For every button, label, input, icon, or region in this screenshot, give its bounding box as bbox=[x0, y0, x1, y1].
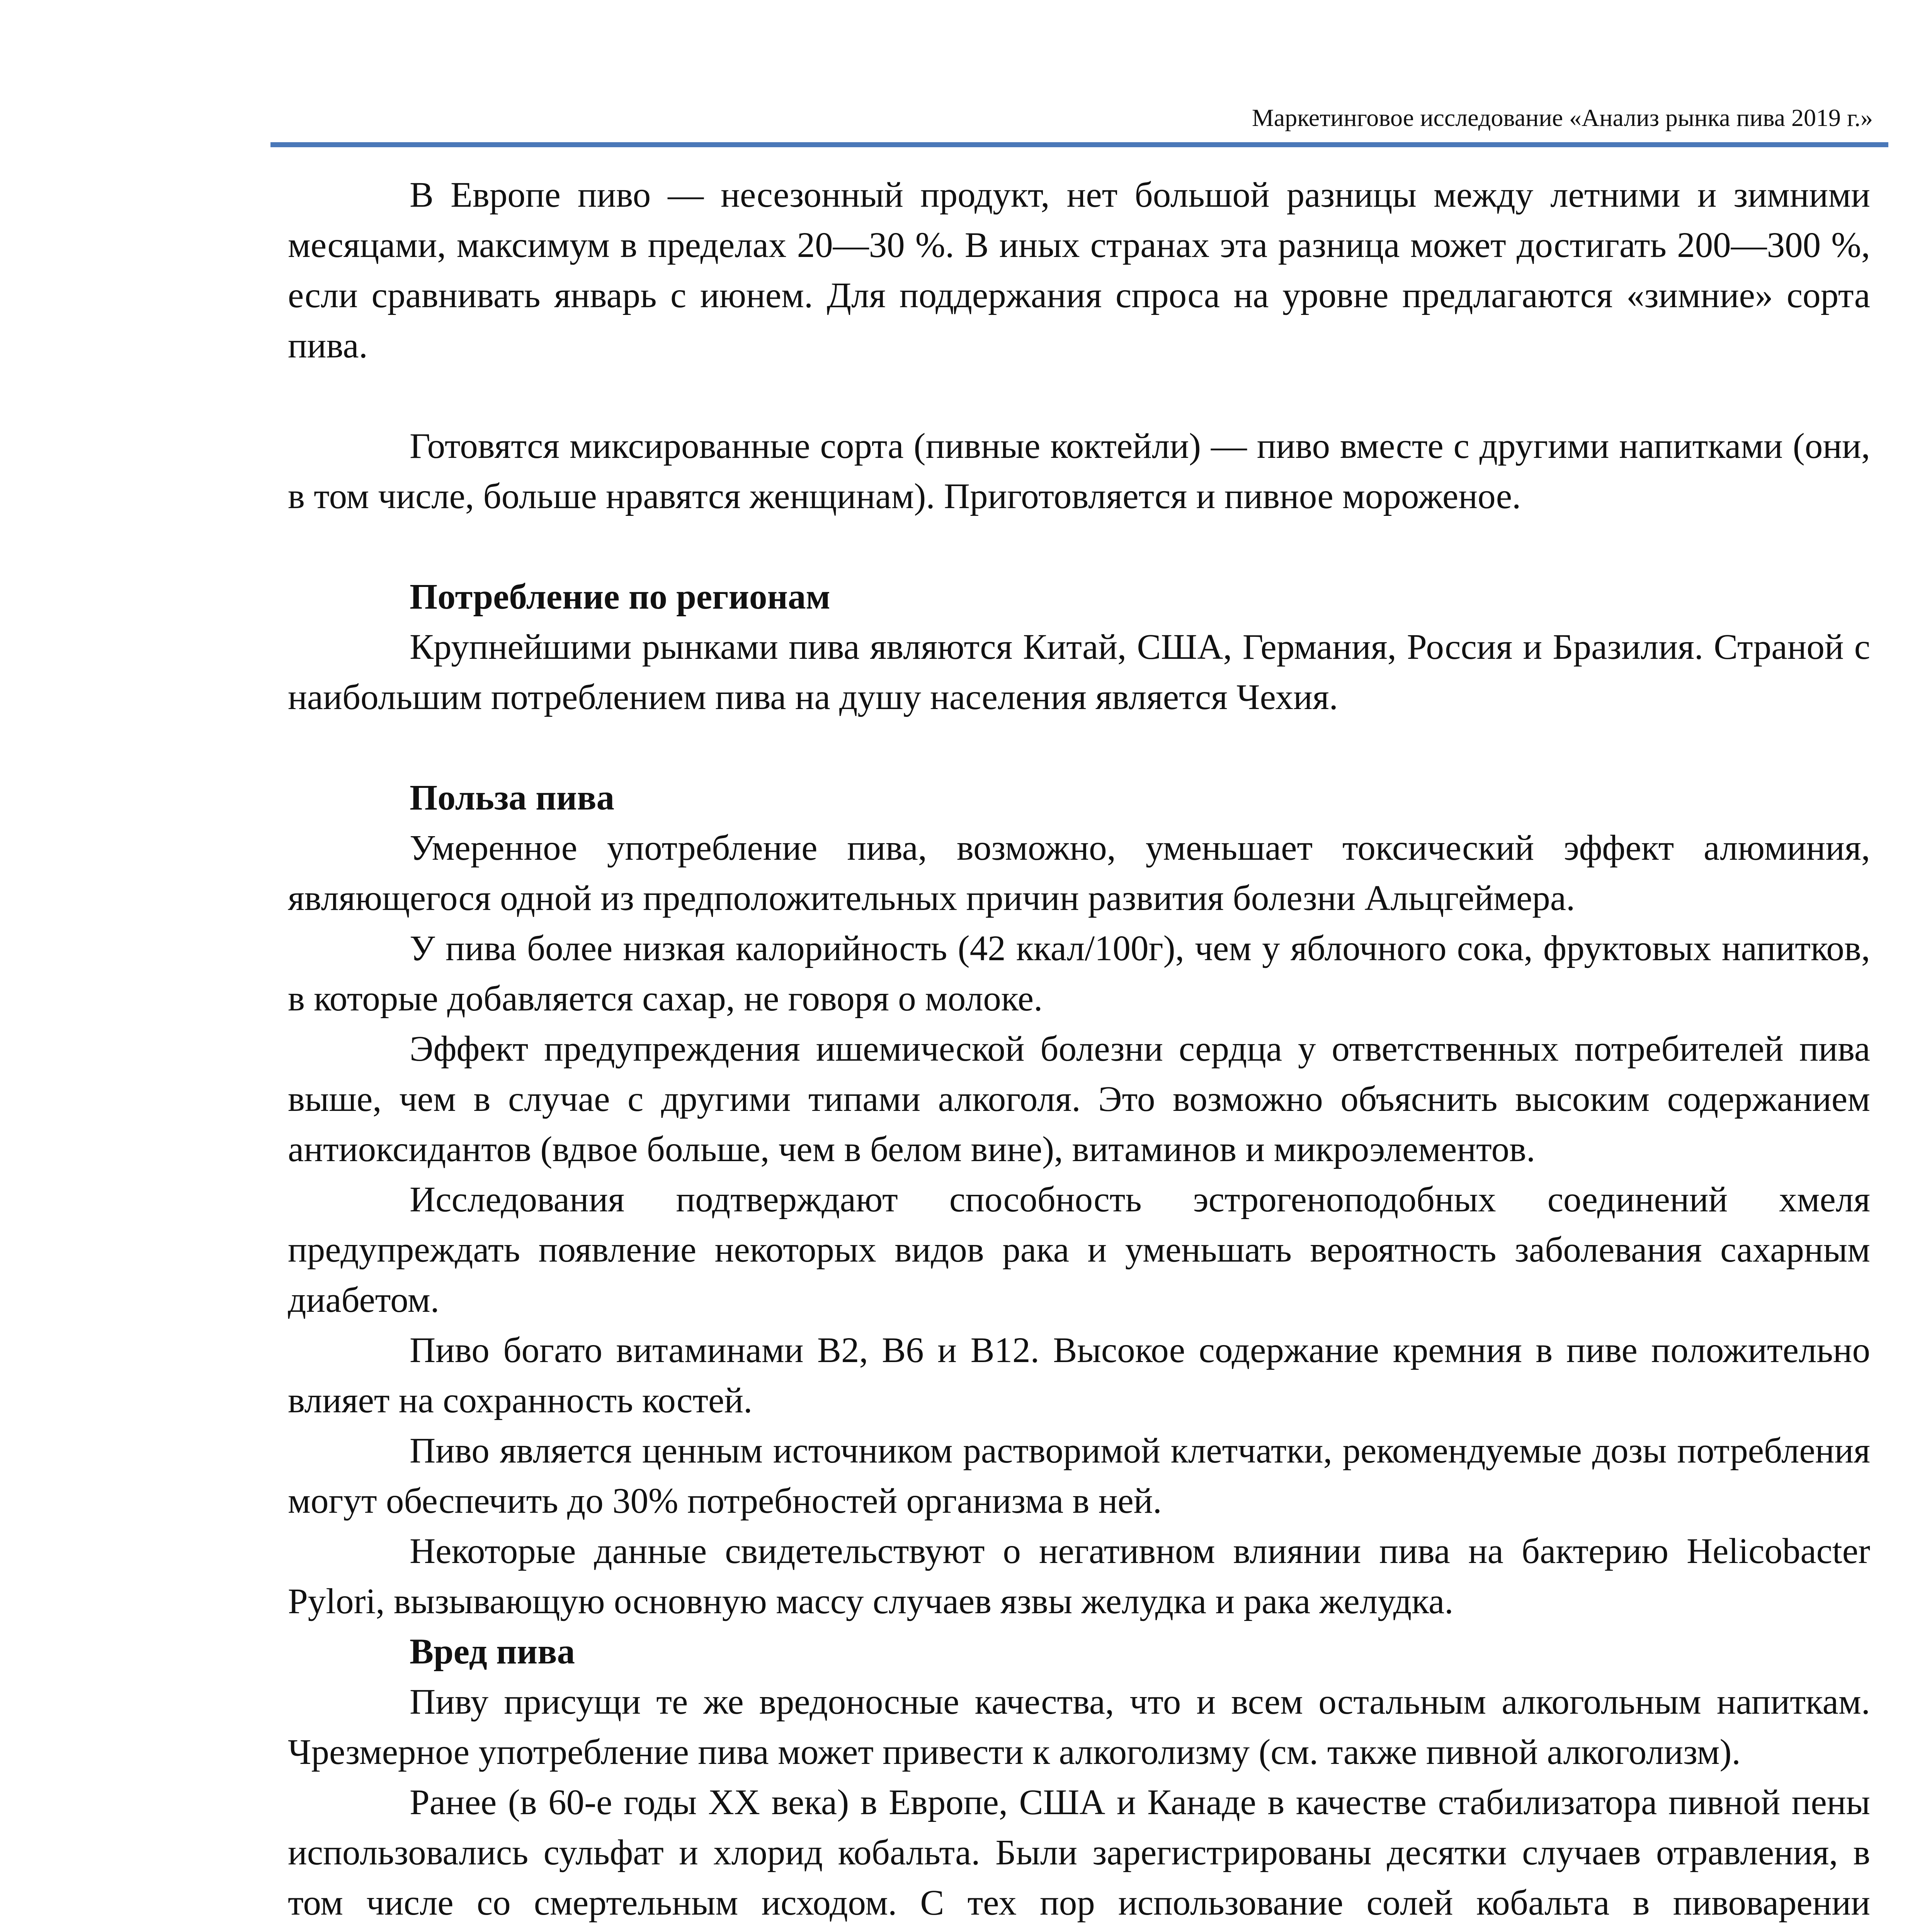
document-body bbox=[288, 170, 1870, 1932]
header-rule bbox=[270, 142, 1888, 147]
paragraph-aluminium: Умеренное употребление пива, возможно, уменьшает токсический эффект алюминия, являющегося одной из предположительных причин развития болезни Альцгеймера. bbox=[288, 828, 1870, 918]
paragraph-seasonality: В Европе пиво — несезонный продукт, нет большой разницы между летними и зимними месяцами, максимум в пределах 20—30 %. В иных странах эта разница может достигать 200—300 %, если сравнивать январь с июнем. Для поддержания спроса на уровне предлагаются «зимние» сорта пива. bbox=[288, 175, 1870, 366]
spacer bbox=[288, 522, 1870, 572]
paragraph-vitamins: Пиво богато витаминами B2, B6 и B12. Высокое содержание кремния в пиве положительно влияет на сохранность костей. bbox=[288, 1330, 1870, 1420]
heading-beer-benefits: Польза пива bbox=[410, 778, 614, 818]
paragraph-fiber: Пиво является ценным источником растворимой клетчатки, рекомендуемые дозы потребления могут обеспечить до 30% потребностей организма в ней. bbox=[288, 1431, 1870, 1521]
paragraph-calories: У пива более низкая калорийность (42 ккал/100г), чем у яблочного сока, фруктовых напитков, в которые добавляется сахар, не говоря о молоке. bbox=[288, 929, 1870, 1019]
header-title: Маркетинговое исследование «Анализ рынка пива 2019 г.» bbox=[1252, 104, 1873, 131]
heading-beer-harm: Вред пива bbox=[410, 1632, 575, 1672]
paragraph-mixed-varieties: Готовятся миксированные сорта (пивные коктейли) — пиво вместе с другими напитками (они, в том числе, больше нравятся женщинам). Приготовляется и пивное мороженое. bbox=[288, 426, 1870, 516]
paragraph-largest-markets: Крупнейшими рынками пива являются Китай, США, Германия, Россия и Бразилия. Страной с наибольшим потреблением пива на душу населения является Чехия. bbox=[288, 627, 1870, 717]
heading-consumption-by-region: Потребление по регионам bbox=[410, 577, 830, 617]
spacer bbox=[288, 723, 1870, 773]
paragraph-heart-disease: Эффект предупреждения ишемической болезни сердца у ответственных потребителей пива выше, чем в случае с другими типами алкоголя. Это возможно объяснить высоким содержанием антиоксидантов (вдвое больше, чем в белом вине), витаминов и микроэлементов. bbox=[288, 1029, 1870, 1169]
paragraph-helicobacter: Некоторые данные свидетельствуют о негативном влиянии пива на бактерию Helicobacter Pylori, вызывающую основную массу случаев язвы желудка и рака желудка. bbox=[288, 1531, 1870, 1621]
paragraph-cobalt: Ранее (в 60-е годы XX века) в Европе, США и Канаде в качестве стабилизатора пивной пены использовались сульфат и хлорид кобальта. Были зарегистрированы десятки случаев отравления, в том числе со смертельным исходом. С тех пор использование солей кобальта в пивоварении bbox=[288, 1782, 1870, 1923]
spacer bbox=[288, 371, 1870, 421]
paragraph-hops-research: Исследования подтверждают способность эстрогеноподобных соединений хмеля предупреждать появление некоторых видов рака и уменьшать вероятность заболевания сахарным диабетом. bbox=[288, 1180, 1870, 1320]
paragraph-alcoholism: Пиву присущи те же вредоносные качества, что и всем остальным алкогольным напиткам. Чрезмерное употребление пива может привести к алкоголизму (см. также пивной алкоголизм). bbox=[288, 1682, 1870, 1772]
